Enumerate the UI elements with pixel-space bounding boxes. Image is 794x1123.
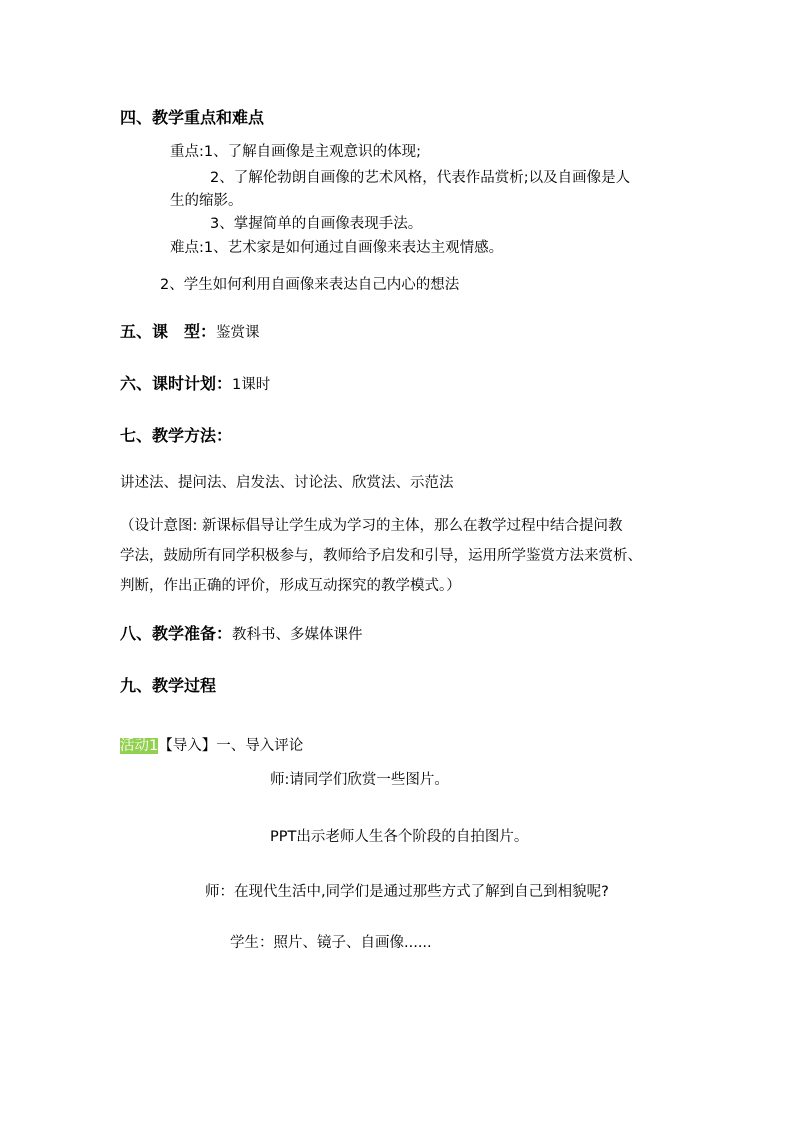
activity-line-4: 学生：照片、镜子、自画像...... xyxy=(230,935,432,951)
activity-label: 【导入】一、导入评论 xyxy=(158,738,304,754)
focus-item-2: 2、了解伦勃朗自画像的艺术风格，代表作品赏析;以及自画像是人 xyxy=(210,170,631,186)
section8-row xyxy=(120,624,363,645)
activity-line-3: 师：在现代生活中,同学们是通过那些方式了解到自己到相貌呢? xyxy=(205,884,609,900)
section5-row xyxy=(120,322,260,343)
activity-line-2: PPT出示老师人生各个阶段的自拍图片。 xyxy=(270,829,529,845)
focus-item-3: 3、掌握简单的自画像表现手法。 xyxy=(210,216,423,232)
section8-value: 教科书、多媒体课件 xyxy=(232,627,363,643)
section7-heading: 七、教学方法： xyxy=(120,426,233,445)
section8-heading: 八、教学准备： xyxy=(120,624,233,643)
section5-heading: 五、课 型： xyxy=(120,322,217,341)
difficulty-item-2: 2、学生如何利用自画像来表达自己内心的想法 xyxy=(160,277,460,293)
focus-item-2-continued: 生的缩影。 xyxy=(170,193,243,209)
difficulty-item-1: 难点:1、艺术家是如何通过自画像来表达主观情感。 xyxy=(170,240,504,256)
activity-row xyxy=(120,736,303,756)
activity-tag: 活动1 xyxy=(120,738,159,754)
section6-row xyxy=(120,374,270,395)
design-intent-line-2: 学法，鼓励所有同学积极参与，教师给予启发和引导，运用所学鉴赏方法来赏析、 xyxy=(120,548,642,564)
activity-line-1: 师:请同学们欣赏一些图片。 xyxy=(270,772,449,788)
teaching-methods: 讲述法、提问法、启发法、讨论法、欣赏法、示范法 xyxy=(120,475,454,491)
section6-value: 1课时 xyxy=(232,377,271,393)
design-intent-line-1: （设计意图: 新课标倡导让学生成为学习的主体，那么在教学过程中结合提问教 xyxy=(120,518,623,534)
design-intent-line-3: 判断，作出正确的评价，形成互动探究的教学模式。） xyxy=(120,578,461,594)
section5-value: 鉴赏课 xyxy=(216,325,260,341)
section6-heading: 六、课时计划： xyxy=(120,374,233,393)
section4-heading: 四、教学重点和难点 xyxy=(120,108,265,127)
section9-heading: 九、教学过程 xyxy=(120,676,217,695)
focus-item-1: 重点:1、了解自画像是主观意识的体现; xyxy=(170,144,421,160)
